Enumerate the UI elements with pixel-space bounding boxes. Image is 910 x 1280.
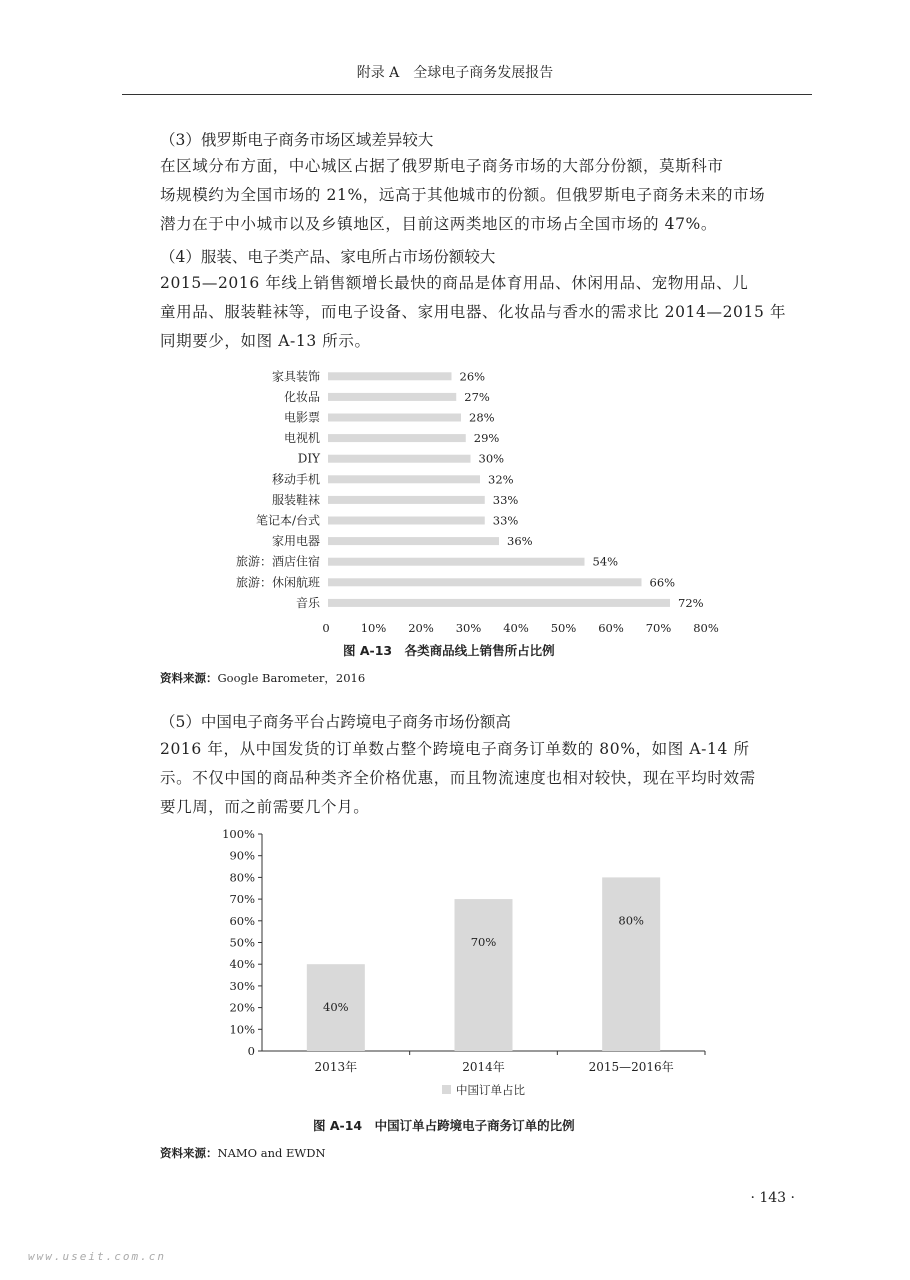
bar xyxy=(328,578,642,586)
data-label: 54% xyxy=(592,554,619,569)
bar xyxy=(328,434,466,442)
section-5-paragraph xyxy=(160,735,810,822)
bar xyxy=(455,899,513,1051)
paragraph-line: 2015—2016 年线上销售额增长最快的商品是体育用品、休闲用品、宠物用品、儿 xyxy=(160,274,749,292)
y-tick-label: 50% xyxy=(229,935,255,950)
paragraph-line: 要几周，而之前需要几个月。 xyxy=(160,798,370,816)
data-label: 36% xyxy=(507,534,533,549)
data-label: 40% xyxy=(323,1000,349,1015)
data-label: 26% xyxy=(459,369,486,384)
page-number: · 143 · xyxy=(750,1190,795,1206)
y-tick-label: 70% xyxy=(229,892,255,907)
data-label: 33% xyxy=(492,513,519,528)
running-header: 附录 A 全球电子商务发展报告 xyxy=(356,65,554,81)
category-label: DIY xyxy=(297,451,320,466)
y-tick-label: 0 xyxy=(247,1044,255,1058)
data-label: 30% xyxy=(478,451,505,466)
y-tick-label: 60% xyxy=(229,913,255,928)
category-label: 家用电器 xyxy=(271,534,320,549)
x-tick-label: 2014年 xyxy=(462,1060,505,1074)
paragraph-line: 2016 年，从中国发货的订单数占整个跨境电子商务订单数的 80%，如图 A-14 所 xyxy=(160,740,750,758)
paragraph-line: 同期要少，如图 A-13 所示。 xyxy=(160,332,371,350)
x-tick-label: 50% xyxy=(550,621,577,635)
header-rule xyxy=(122,94,812,95)
bar xyxy=(328,496,485,504)
data-label: 33% xyxy=(492,492,519,507)
y-tick-label: 30% xyxy=(229,978,255,993)
category-label: 笔记本/台式 xyxy=(255,513,320,528)
x-tick-label: 30% xyxy=(455,621,482,635)
figure-a14-source xyxy=(160,1145,326,1161)
section-4-heading: （4）服装、电子类产品、家电所占市场份额较大 xyxy=(160,248,496,266)
figure-a14-caption: 图 A-14 中国订单占跨境电子商务订单的比例 xyxy=(313,1118,575,1133)
data-label: 70% xyxy=(470,935,497,950)
x-tick-label: 20% xyxy=(408,621,434,635)
y-tick-label: 10% xyxy=(229,1022,255,1037)
category-label: 电影票 xyxy=(283,410,320,425)
x-tick-label: 80% xyxy=(693,621,719,635)
legend-label: 中国订单占比 xyxy=(456,1083,525,1097)
x-tick-label: 0 xyxy=(322,621,330,635)
data-label: 28% xyxy=(469,410,495,425)
bar xyxy=(328,414,461,422)
paragraph-line: 童用品、服装鞋袜等，而电子设备、家用电器、化妆品与香水的需求比 2014—2015 年 xyxy=(160,303,787,321)
watermark: www.useit.com.cn xyxy=(28,1250,166,1263)
bar xyxy=(328,455,471,463)
section-3-paragraph xyxy=(160,152,810,239)
data-label: 72% xyxy=(678,595,704,610)
bar xyxy=(328,517,485,525)
bar xyxy=(602,877,660,1051)
figure-a13-chart xyxy=(200,360,740,640)
category-label: 化妆品 xyxy=(283,389,320,404)
source-text: NAMO and EWDN xyxy=(217,1146,326,1160)
category-label: 旅游：酒店住宿 xyxy=(235,554,320,569)
data-label: 80% xyxy=(618,913,644,928)
bar xyxy=(328,372,452,380)
section-4-paragraph xyxy=(160,269,810,356)
bar xyxy=(328,393,456,401)
source-label: 资料来源： xyxy=(160,671,218,685)
category-label: 旅游：休闲航班 xyxy=(235,575,320,590)
legend-swatch xyxy=(442,1085,451,1094)
y-tick-label: 40% xyxy=(229,957,255,972)
data-label: 27% xyxy=(464,389,490,404)
category-label: 家具装饰 xyxy=(271,369,320,384)
section-3-heading: （3）俄罗斯电子商务市场区域差异较大 xyxy=(160,131,434,149)
x-tick-label: 2013年 xyxy=(314,1060,358,1074)
section-5-heading: （5）中国电子商务平台占跨境电子商务市场份额高 xyxy=(160,713,511,731)
x-tick-label: 2015—2016年 xyxy=(588,1060,674,1074)
category-label: 音乐 xyxy=(295,595,320,610)
data-label: 29% xyxy=(473,431,500,446)
x-tick-label: 40% xyxy=(503,621,529,635)
x-tick-label: 70% xyxy=(645,621,672,635)
figure-a13-source xyxy=(160,670,365,686)
y-tick-label: 20% xyxy=(229,1000,255,1015)
figure-a13-caption: 图 A-13 各类商品线上销售所占比例 xyxy=(343,643,555,658)
bar xyxy=(328,558,585,566)
paragraph-line: 示。不仅中国的商品种类齐全价格优惠，而且物流速度也相对较快，现在平均时效需 xyxy=(160,769,756,787)
category-label: 电视机 xyxy=(283,431,320,446)
bar xyxy=(328,599,670,607)
bar xyxy=(328,475,480,483)
category-label: 服装鞋袜 xyxy=(271,492,320,507)
paragraph-line: 场规模约为全国市场的 21%，远高于其他城市的份额。但俄罗斯电子商务未来的市场 xyxy=(160,186,766,204)
category-label: 移动手机 xyxy=(271,472,320,487)
y-tick-label: 100% xyxy=(222,827,255,841)
figure-a14-chart xyxy=(200,822,740,1112)
bar xyxy=(328,537,499,545)
y-tick-label: 80% xyxy=(229,870,255,885)
paragraph-line: 潜力在于中小城市以及乡镇地区，目前这两类地区的市场占全国市场的 47%。 xyxy=(160,215,717,233)
data-label: 66% xyxy=(649,575,676,590)
source-label: 资料来源： xyxy=(160,1146,218,1160)
x-tick-label: 10% xyxy=(360,621,387,635)
x-tick-label: 60% xyxy=(598,621,624,635)
source-text: Google Barometer，2016 xyxy=(217,671,366,685)
paragraph-line: 在区域分布方面，中心城区占据了俄罗斯电子商务市场的大部分份额，莫斯科市 xyxy=(160,157,724,175)
data-label: 32% xyxy=(488,472,514,487)
y-tick-label: 90% xyxy=(229,848,255,863)
